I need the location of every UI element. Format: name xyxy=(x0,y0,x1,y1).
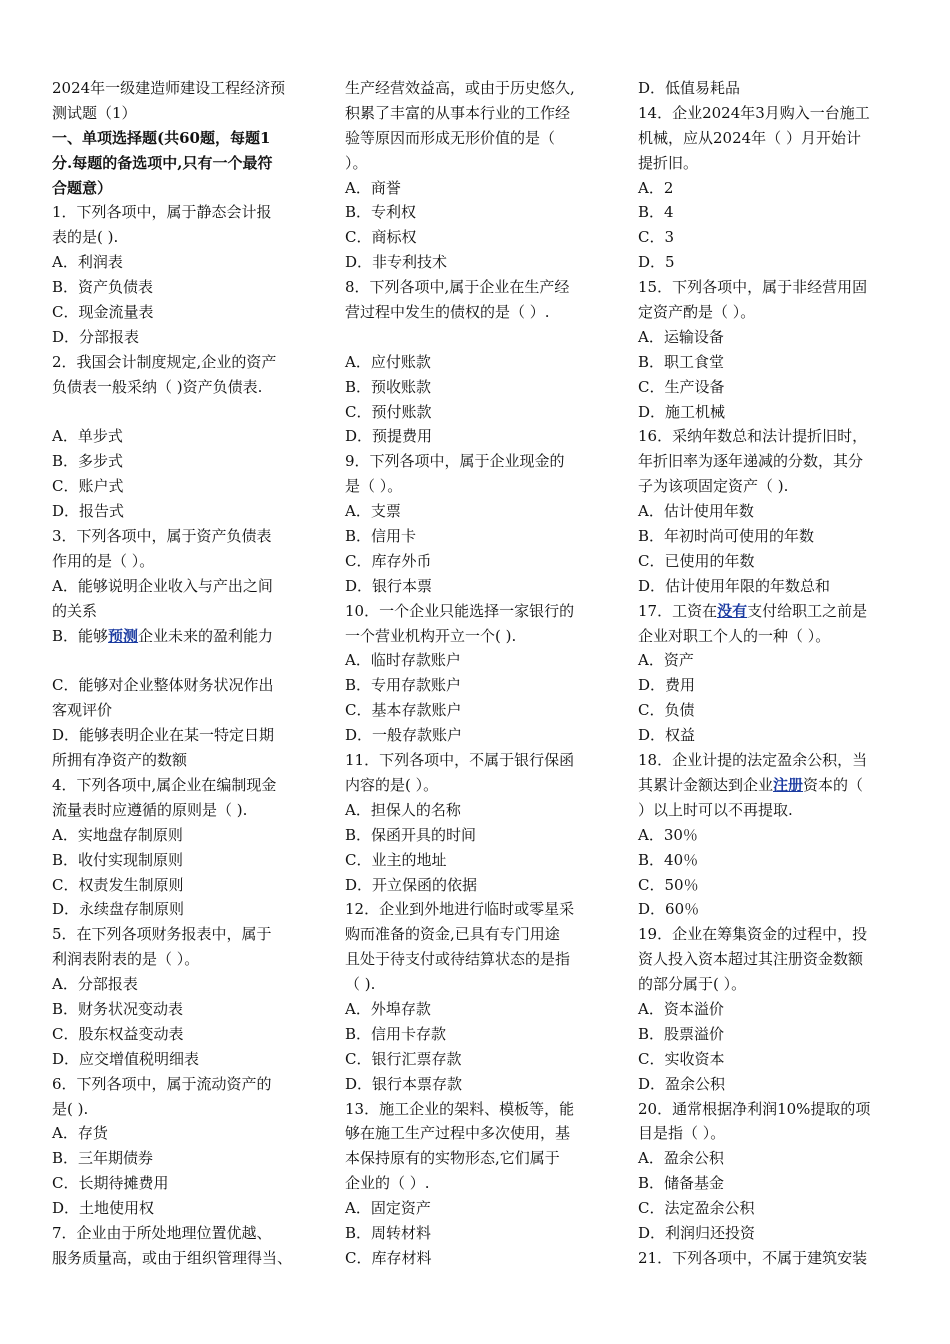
text-line: 19．企业在筹集资金的过程中，投 xyxy=(638,925,868,944)
text-line: 机械，应从2024年（ ）月开始计 xyxy=(638,128,861,147)
text-line: C．预付账款 xyxy=(345,402,432,421)
text-line: 的部分属于( ）。 xyxy=(638,975,747,994)
text-line: 负债表一般采纳（ )资产负债表. xyxy=(52,377,263,396)
text-line: 够在施工生产过程中多次使用，基 xyxy=(345,1124,571,1143)
text-line: D．权益 xyxy=(638,726,696,745)
text-line: 14．企业2024年3月购入一台施工 xyxy=(638,103,870,122)
text-line: D．土地使用权 xyxy=(52,1199,155,1218)
text-line xyxy=(345,325,621,350)
text-line: B．信用卡 xyxy=(345,527,417,546)
text-line: B．专利权 xyxy=(345,203,417,222)
text-line: A．商誉 xyxy=(345,178,401,197)
text-line: A．担保人的名称 xyxy=(345,800,461,819)
text-line: 验等原因而形成无形价值的是（ xyxy=(345,128,556,147)
text-line: 7．企业由于所处地理位置优越、 xyxy=(52,1223,272,1242)
text-line: A．临时存款账户 xyxy=(345,651,461,670)
text-line: 合题意） xyxy=(52,178,113,197)
text-line: 购而准备的资金,已具有专门用途 xyxy=(345,925,560,944)
text-line: D．能够表明企业在某一特定日期 xyxy=(52,726,275,745)
text-line: B．财务状况变动表 xyxy=(52,999,184,1018)
text-line: B．40％ xyxy=(638,850,699,869)
text-line: 的关系 xyxy=(52,601,98,620)
text-line xyxy=(52,400,328,425)
text-line: A．30％ xyxy=(638,825,698,844)
text-line: D．60％ xyxy=(638,900,700,919)
text-line: 生产经营效益高，或由于历史悠久, xyxy=(345,79,575,97)
text-line: C．账户式 xyxy=(52,477,124,496)
text-segment: 支付给职工之前是 xyxy=(747,601,868,620)
text-line: A．固定资产 xyxy=(345,1199,431,1218)
text-line: 是( ). xyxy=(52,1099,89,1118)
text-line: C．生产设备 xyxy=(638,377,725,396)
text-line: 一、单项选择题(共60题，每题1 xyxy=(52,128,271,147)
text-line: ）。 xyxy=(345,153,368,172)
text-line: 流量表时应遵循的原则是（ ). xyxy=(52,800,248,819)
text-line: D．施工机械 xyxy=(638,402,726,421)
text-line: A．盈余公积 xyxy=(638,1149,724,1168)
text-line: 2024年一级建造师建设工程经济预 xyxy=(52,79,286,97)
text-line: B．储备基金 xyxy=(638,1174,725,1193)
text-line: 资人投入资本超过其注册资金数额 xyxy=(638,950,864,969)
text-line xyxy=(638,773,914,798)
text-line: D．应交增值税明细表 xyxy=(52,1049,200,1068)
inline-link[interactable]: 注册 xyxy=(773,775,804,794)
text-line: A．能够说明企业收入与产出之间 xyxy=(52,576,273,595)
text-line: D．5 xyxy=(638,253,675,272)
text-line: 15．下列各项中，属于非经营用固 xyxy=(638,278,868,297)
text-line: B．4 xyxy=(638,203,674,222)
text-line: ）以上时可以不再提取. xyxy=(638,800,793,819)
text-line: A．资产 xyxy=(638,651,694,670)
text-line: A．外埠存款 xyxy=(345,999,431,1018)
text-line: C．股东权益变动表 xyxy=(52,1024,184,1043)
text-line: A．利润表 xyxy=(52,253,123,272)
text-line: B．年初时尚可使用的年数 xyxy=(638,527,815,546)
text-line: C．库存外币 xyxy=(345,551,432,570)
text-line: B．保函开具的时间 xyxy=(345,825,477,844)
text-line: 21．下列各项中，不属于建筑安装 xyxy=(638,1248,868,1267)
text-line: D．报告式 xyxy=(52,502,125,521)
text-line: 利润表附表的是（ ）。 xyxy=(52,950,200,969)
text-line: C．基本存款账户 xyxy=(345,701,462,720)
text-line xyxy=(638,599,914,624)
text-line: C．商标权 xyxy=(345,228,417,247)
text-line: D．利润归还投资 xyxy=(638,1223,756,1242)
text-line: 目是指（ ）。 xyxy=(638,1124,726,1143)
text-column-2 xyxy=(345,76,621,1271)
text-line: 定资产酌是（ ）。 xyxy=(638,303,756,322)
text-line: A．支票 xyxy=(345,502,401,521)
text-line: B．预收账款 xyxy=(345,377,432,396)
text-line: D．预提费用 xyxy=(345,427,433,446)
text-line: 测试题（1） xyxy=(52,103,137,122)
text-line: 13．施工企业的架料、模板等，能 xyxy=(345,1099,575,1118)
text-line: B．收付实现制原则 xyxy=(52,850,184,869)
text-line xyxy=(52,624,328,649)
text-line: C．业主的地址 xyxy=(345,850,447,869)
text-line: D．永续盘存制原则 xyxy=(52,900,185,919)
text-line: D．费用 xyxy=(638,676,696,695)
text-line: A．存货 xyxy=(52,1124,108,1143)
text-line: 18．企业计提的法定盈余公积，当 xyxy=(638,751,868,770)
text-line: A．分部报表 xyxy=(52,975,138,994)
text-line: C．银行汇票存款 xyxy=(345,1049,462,1068)
text-line: D．非专利技术 xyxy=(345,253,448,272)
text-line: 年折旧率为逐年递减的分数，其分 xyxy=(638,452,864,471)
text-line: C．50％ xyxy=(638,875,699,894)
text-line: A．单步式 xyxy=(52,427,123,446)
text-line: 客观评价 xyxy=(52,701,113,720)
text-line: 内容的是( ）。 xyxy=(345,775,439,794)
text-line: 11．下列各项中，不属于银行保函 xyxy=(345,751,575,770)
text-line: 服务质量高，或由于组织管理得当、 xyxy=(52,1248,293,1267)
text-segment: B．能够 xyxy=(52,626,109,645)
text-line: B．三年期债券 xyxy=(52,1149,154,1168)
text-line: C．现金流量表 xyxy=(52,303,154,322)
inline-link[interactable]: 预测 xyxy=(108,626,139,645)
text-line: D．分部报表 xyxy=(52,327,140,346)
text-line: B．职工食堂 xyxy=(638,352,725,371)
text-line: B．周转材料 xyxy=(345,1223,432,1242)
text-line: C．法定盈余公积 xyxy=(638,1199,755,1218)
text-column-1 xyxy=(52,76,328,1271)
text-line: 2．我国会计制度规定,企业的资产 xyxy=(52,352,277,371)
text-line: 作用的是（ ）。 xyxy=(52,551,155,570)
text-line: D．银行本票 xyxy=(345,576,433,595)
text-line: A．运输设备 xyxy=(638,327,724,346)
text-line: 16．采纳年数总和法计提折旧时， xyxy=(638,427,868,446)
text-line: C．权责发生制原则 xyxy=(52,875,184,894)
text-line: C．负债 xyxy=(638,701,695,720)
text-line: C．已使用的年数 xyxy=(638,551,755,570)
text-line: D．盈余公积 xyxy=(638,1074,726,1093)
text-line: 一个营业机构开立一个( ). xyxy=(345,626,517,645)
text-line: C．长期待摊费用 xyxy=(52,1174,169,1193)
text-line: 6．下列各项中，属于流动资产的 xyxy=(52,1074,272,1093)
text-line: 表的是( ). xyxy=(52,228,119,247)
text-line: 20．通常根据净利润10%提取的项 xyxy=(638,1099,871,1118)
inline-link[interactable]: 没有 xyxy=(717,601,748,620)
text-line: 12．企业到外地进行临时或零星采 xyxy=(345,900,575,919)
text-line: D．估计使用年限的年数总和 xyxy=(638,576,831,595)
text-line: D．银行本票存款 xyxy=(345,1074,463,1093)
text-line: 企业对职工个人的一种（ ）。 xyxy=(638,626,831,645)
text-line: A．2 xyxy=(638,178,674,197)
text-line: 1．下列各项中，属于静态会计报 xyxy=(52,203,272,222)
text-line: 子为该项固定资产（ ). xyxy=(638,477,789,496)
text-segment: 17．工资在 xyxy=(638,601,718,620)
text-line: 5．在下列各项财务报表中，属于 xyxy=(52,925,272,944)
text-line: 营过程中发生的债权的是（ ）. xyxy=(345,303,550,322)
text-segment: 资本的（ xyxy=(803,775,864,794)
text-line: 4．下列各项中,属企业在编制现金 xyxy=(52,775,277,794)
text-line: C．3 xyxy=(638,228,675,247)
text-line: 8．下列各项中,属于企业在生产经 xyxy=(345,278,570,297)
text-line: B．专用存款账户 xyxy=(345,676,462,695)
text-line: D．开立保函的依据 xyxy=(345,875,478,894)
text-line: 3．下列各项中，属于资产负债表 xyxy=(52,527,272,546)
text-line: 且处于待支付或待结算状态的是指 xyxy=(345,950,571,969)
text-line xyxy=(52,648,328,673)
text-line: 分.每题的备选项中,只有一个最符 xyxy=(52,153,273,172)
text-line: C．实收资本 xyxy=(638,1049,725,1068)
text-line: （ ). xyxy=(345,975,376,994)
text-segment: 企业未来的盈利能力 xyxy=(138,626,274,645)
text-line: C．能够对企业整体财务状况作出 xyxy=(52,676,274,695)
text-line: 提折旧。 xyxy=(638,153,699,172)
text-line: D．一般存款账户 xyxy=(345,726,463,745)
text-line: 所拥有净资产的数额 xyxy=(52,751,188,770)
text-column-3 xyxy=(638,76,914,1271)
text-line: A．实地盘存制原则 xyxy=(52,825,183,844)
text-line: 10．一个企业只能选择一家银行的 xyxy=(345,601,575,620)
text-line: 是（ ）。 xyxy=(345,477,403,496)
text-line: 积累了丰富的从事本行业的工作经 xyxy=(345,103,571,122)
text-line: D．低值易耗品 xyxy=(638,79,741,97)
text-line: B．多步式 xyxy=(52,452,124,471)
text-line: 本保持原有的实物形态,它们属于 xyxy=(345,1149,560,1168)
text-line: A．资本溢价 xyxy=(638,999,724,1018)
text-line: C．库存材料 xyxy=(345,1248,432,1267)
text-line: A．应付账款 xyxy=(345,352,431,371)
text-line: B．信用卡存款 xyxy=(345,1024,447,1043)
text-line: B．股票溢价 xyxy=(638,1024,725,1043)
text-line: A．估计使用年数 xyxy=(638,502,754,521)
text-line: B．资产负债表 xyxy=(52,278,154,297)
text-line: 9．下列各项中，属于企业现金的 xyxy=(345,452,565,471)
text-line: 企业的（ ）. xyxy=(345,1174,430,1193)
text-segment: 其累计金额达到企业 xyxy=(638,775,774,794)
